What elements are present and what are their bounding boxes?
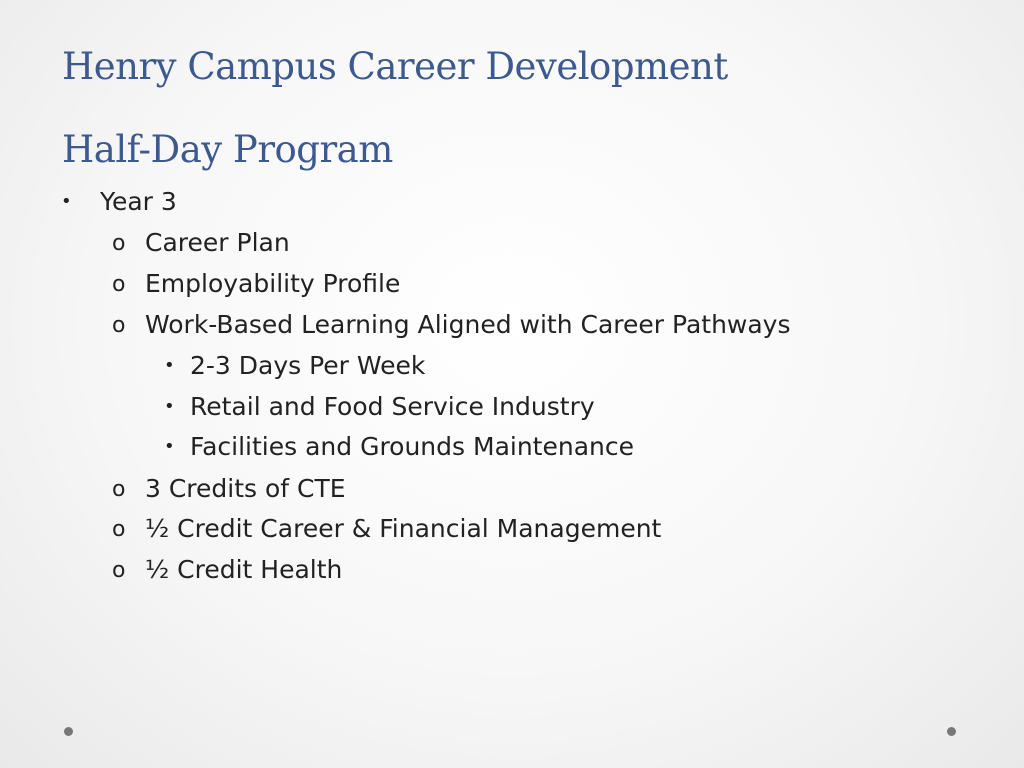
list-item-text: 3 Credits of CTE <box>145 474 346 503</box>
list-item <box>0 431 1024 463</box>
bullet-marker: • <box>164 396 175 417</box>
list-item <box>0 186 1024 218</box>
bullet-marker: • <box>61 191 72 212</box>
list-item <box>0 513 1024 545</box>
bullet-marker: o <box>112 517 126 542</box>
list-item <box>0 554 1024 586</box>
list-item <box>0 473 1024 505</box>
bullet-marker: o <box>112 477 126 502</box>
list-item <box>0 309 1024 341</box>
slide-title: Henry Campus Career Development <box>62 45 728 88</box>
list-item-text: Employability Profile <box>145 269 401 298</box>
bullet-marker: o <box>112 272 126 297</box>
list-item-text: 2-3 Days Per Week <box>190 351 426 380</box>
list-item-text: ½ Credit Health <box>145 555 343 584</box>
bullet-marker: • <box>164 355 175 376</box>
list-item-text: ½ Credit Career & Financial Management <box>145 514 662 543</box>
bullet-marker: • <box>164 436 175 457</box>
list-item-text: Career Plan <box>145 228 290 257</box>
list-item-text: Year 3 <box>100 187 177 216</box>
list-item <box>0 268 1024 300</box>
list-item-text: Facilities and Grounds Maintenance <box>190 432 634 461</box>
corner-dot-left <box>64 727 73 736</box>
list-item <box>0 227 1024 259</box>
bullet-marker: o <box>112 558 126 583</box>
list-item <box>0 350 1024 382</box>
list-item <box>0 391 1024 423</box>
slide-subtitle: Half-Day Program <box>62 128 393 171</box>
bullet-marker: o <box>112 313 126 338</box>
corner-dot-right <box>947 727 956 736</box>
bullet-marker: o <box>112 231 126 256</box>
list-item-text: Work-Based Learning Aligned with Career Pathways <box>145 310 791 339</box>
list-item-text: Retail and Food Service Industry <box>190 392 595 421</box>
